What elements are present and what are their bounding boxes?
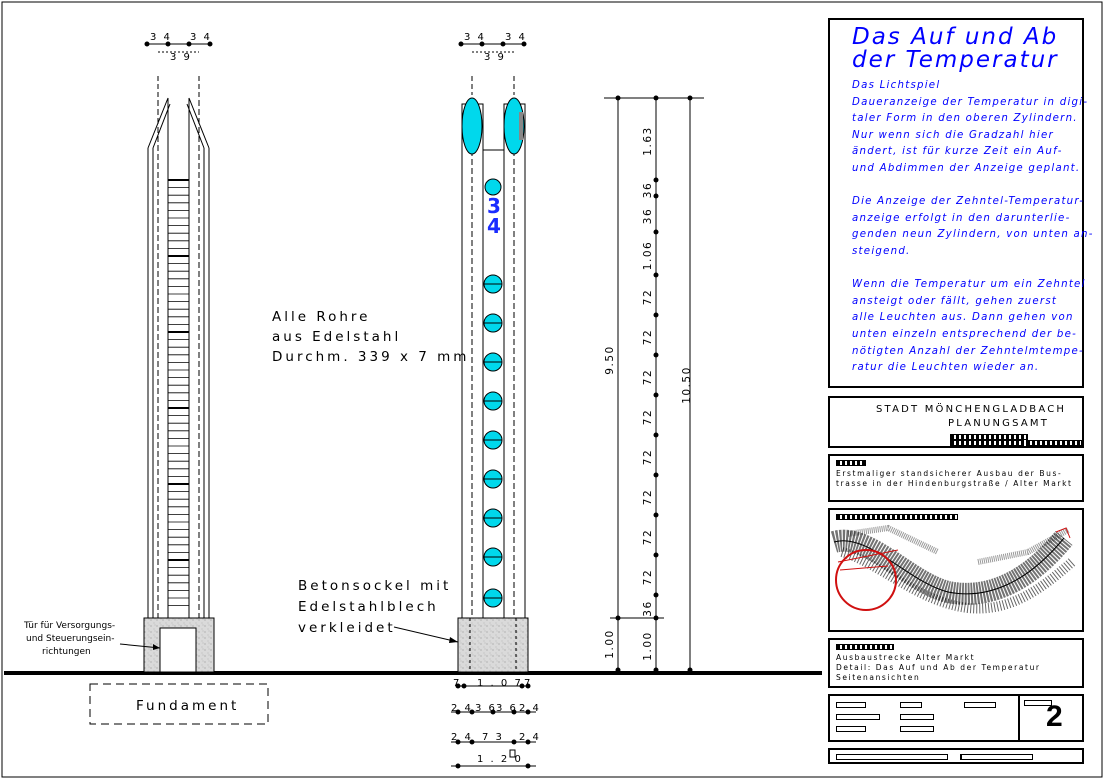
dimension-tick: [654, 273, 659, 278]
sheet-number-box: [1018, 694, 1086, 742]
stamp-field: [836, 714, 880, 720]
title-body: [852, 78, 1094, 377]
title-body-line: Nur wenn sich die Gradzahl hier: [852, 129, 1054, 141]
placeholder-line: [1026, 440, 1082, 446]
base-note-leader: [394, 627, 458, 643]
vertical-dimension-label: 72: [642, 408, 654, 426]
vertical-dimension-labels: [604, 96, 693, 673]
title-body-line: ratur die Leuchten wieder an.: [852, 362, 1040, 374]
placeholder-line: [836, 514, 958, 520]
door-note-line1: Tür für Versorgungs-: [24, 621, 116, 631]
title-body-line: Wenn die Temperatur um ein Zehntel: [852, 279, 1086, 291]
left-dim-39: 3 9: [170, 52, 192, 63]
stamp-field: [960, 754, 1033, 760]
title-body-line: alle Leuchten aus. Dann gehen von: [852, 312, 1074, 324]
bdim-24b: 2 4: [519, 703, 541, 714]
left-column-rungs: [168, 180, 189, 606]
right-base: [458, 618, 528, 672]
stamp-field: [836, 702, 866, 708]
title-body-line: und Abdimmen der Anzeige geplant.: [852, 162, 1081, 174]
material-note-line2: aus Edelstahl: [272, 329, 402, 345]
base-note-line2: Edelstahlblech: [298, 599, 439, 615]
dimension-tick: [654, 96, 659, 101]
dimension-tick: [654, 313, 659, 318]
vertical-dimension-label: 1.06: [642, 240, 654, 271]
dimension-tick: [688, 668, 693, 673]
vertical-dimension-label: 36: [642, 207, 654, 225]
placeholder-line: [836, 644, 894, 650]
placeholder-line: [836, 460, 866, 466]
cylinder-shade: [519, 112, 523, 140]
material-note-line3: Durchm. 339 x 7 mm: [272, 349, 470, 365]
stamp-field: [836, 754, 948, 760]
title-body-line: anzeige erfolgt in den darunterlie-: [852, 212, 1071, 224]
dimension-tick: [654, 668, 659, 673]
left-top-dimension: [145, 42, 212, 52]
vertical-dimension-label: 72: [642, 568, 654, 586]
title-line2: der Temperatur: [852, 47, 1059, 73]
footer-panel: [828, 748, 1084, 764]
bdim-120: 1 . 2 0: [477, 754, 523, 765]
bdim-24c: 2 4: [451, 732, 473, 743]
left-dim-34a: 3 4: [150, 32, 172, 43]
dimension-tick: [654, 513, 659, 518]
vertical-dimension-label: 72: [642, 368, 654, 386]
vertical-dimension-label: 72: [642, 488, 654, 506]
sheet-number: 2: [1046, 700, 1063, 733]
base-note-line3: verkleidet: [298, 620, 396, 636]
city-name: STADT MÖNCHENGLADBACH: [876, 404, 1067, 415]
dimension-tick: [654, 178, 659, 183]
title-body-line: ändert, ist für kurze Zeit ein Auf-: [852, 146, 1063, 158]
bdim-24d: 2 4: [519, 732, 541, 743]
project-line1: Erstmaliger standsicherer Ausbau der Bus-: [836, 469, 1063, 478]
title-body-line: [852, 178, 1094, 195]
left-column: [148, 98, 209, 618]
bdim-24a: 2 4: [451, 703, 473, 714]
dimension-tick: [688, 96, 693, 101]
title-body-line: Daueranzeige der Temperatur in digi-: [852, 96, 1089, 108]
vertical-dimension-label: 36: [642, 600, 654, 617]
foundation-label: Fundament: [136, 698, 240, 714]
stamp-field: [900, 702, 922, 708]
vertical-dimension-label: 1.00: [642, 631, 654, 661]
right-dim-39: 3 9: [484, 52, 506, 63]
door-note-line3: richtungen: [42, 647, 91, 657]
office-name: PLANUNGSAMT: [948, 418, 1050, 429]
vertical-dimension-label: 9.50: [604, 345, 616, 375]
vertical-dimension-label: 1.63: [642, 126, 654, 156]
dimension-tick: [654, 616, 659, 621]
title-body-line: steigend.: [852, 245, 911, 257]
title-body-line: taler Form in den oberen Zylindern.: [852, 113, 1078, 125]
dimension-tick: [616, 668, 621, 673]
stamp-field: [900, 714, 934, 720]
material-note-line1: Alle Rohre: [272, 309, 371, 325]
title-body-line: unten einzeln entsprechend der be-: [852, 328, 1078, 340]
dimension-tick: [654, 473, 659, 478]
dimension-tick: [616, 96, 621, 101]
detail-line3: Seitenansichten: [836, 673, 921, 682]
door-note-leader: [120, 644, 160, 650]
title-body-line: nötigten Anzahl der Zehntelmtempe-: [852, 345, 1084, 357]
bdim-107: 1 . 0 7: [477, 678, 523, 689]
dimension-tick: [654, 393, 659, 398]
stamp-field: [836, 726, 866, 732]
title-panel: [828, 18, 1094, 388]
dimension-tick: [654, 433, 659, 438]
stamp-field: [900, 726, 934, 732]
left-door: [160, 628, 196, 672]
bdim-36a: 3 6: [475, 703, 497, 714]
bdim-36b: 3 6: [496, 703, 518, 714]
left-dim-34b: 3 4: [190, 32, 212, 43]
title-body-line: genden neun Zylindern, von unten an-: [852, 229, 1094, 241]
right-dim-34a: 3 4: [464, 32, 486, 43]
right-dim-34b: 3 4: [505, 32, 527, 43]
title-body-line: ansteigt oder fällt, gehen zuerst: [852, 295, 1058, 307]
detail-line1: Ausbaustrecke Alter Markt: [836, 653, 976, 662]
vertical-dimension-label: 72: [642, 448, 654, 466]
left-elevation: [90, 32, 268, 724]
project-panel: [828, 454, 1084, 502]
vertical-dimension-label: 1.00: [604, 629, 616, 659]
title-heading: [852, 26, 1059, 72]
map-panel: [828, 508, 1084, 632]
display-digit-3: 3: [487, 194, 501, 218]
display-digit-4: 4: [487, 214, 501, 238]
vertical-dimension-label: 72: [642, 328, 654, 346]
dimension-tick: [654, 194, 659, 199]
dimension-tick: [654, 230, 659, 235]
project-line2: trasse in der Hindenburgstraße / Alter Markt: [836, 479, 1073, 488]
vertical-dimension-label: 36: [642, 181, 654, 199]
vertical-dimension-label: 72: [642, 528, 654, 546]
stamp-panel: [828, 694, 1084, 742]
door-note-line2: und Steuerungsein-: [26, 634, 115, 644]
vertical-dimension-label: 72: [642, 288, 654, 306]
title-body-line: Die Anzeige der Zehntel-Temperatur-: [852, 196, 1085, 208]
title-body-line: [852, 261, 1094, 278]
dimension-tick: [616, 616, 621, 621]
bdim-7b: 7: [524, 678, 533, 689]
bdim-7a: 7: [453, 678, 462, 689]
title-line1: Das Auf und Ab: [852, 24, 1059, 50]
tenth-cylinders: [484, 275, 502, 607]
detail-panel: [828, 638, 1084, 688]
title-body-line: Das Lichtspiel: [852, 80, 941, 91]
dimension-tick: [654, 553, 659, 558]
dimension-tick: [654, 593, 659, 598]
stamp-field: [964, 702, 996, 708]
office-panel: [828, 396, 1084, 448]
placeholder-line: [950, 440, 1024, 446]
vertical-dimension-label: 10.50: [681, 366, 693, 404]
dimension-tick: [654, 353, 659, 358]
base-note-line1: Betonsockel mit: [298, 578, 452, 594]
top-cylinder-left: [462, 98, 482, 154]
bdim-73: 7 3: [482, 732, 504, 743]
detail-line2: Detail: Das Auf und Ab der Temperatur: [836, 663, 1041, 672]
